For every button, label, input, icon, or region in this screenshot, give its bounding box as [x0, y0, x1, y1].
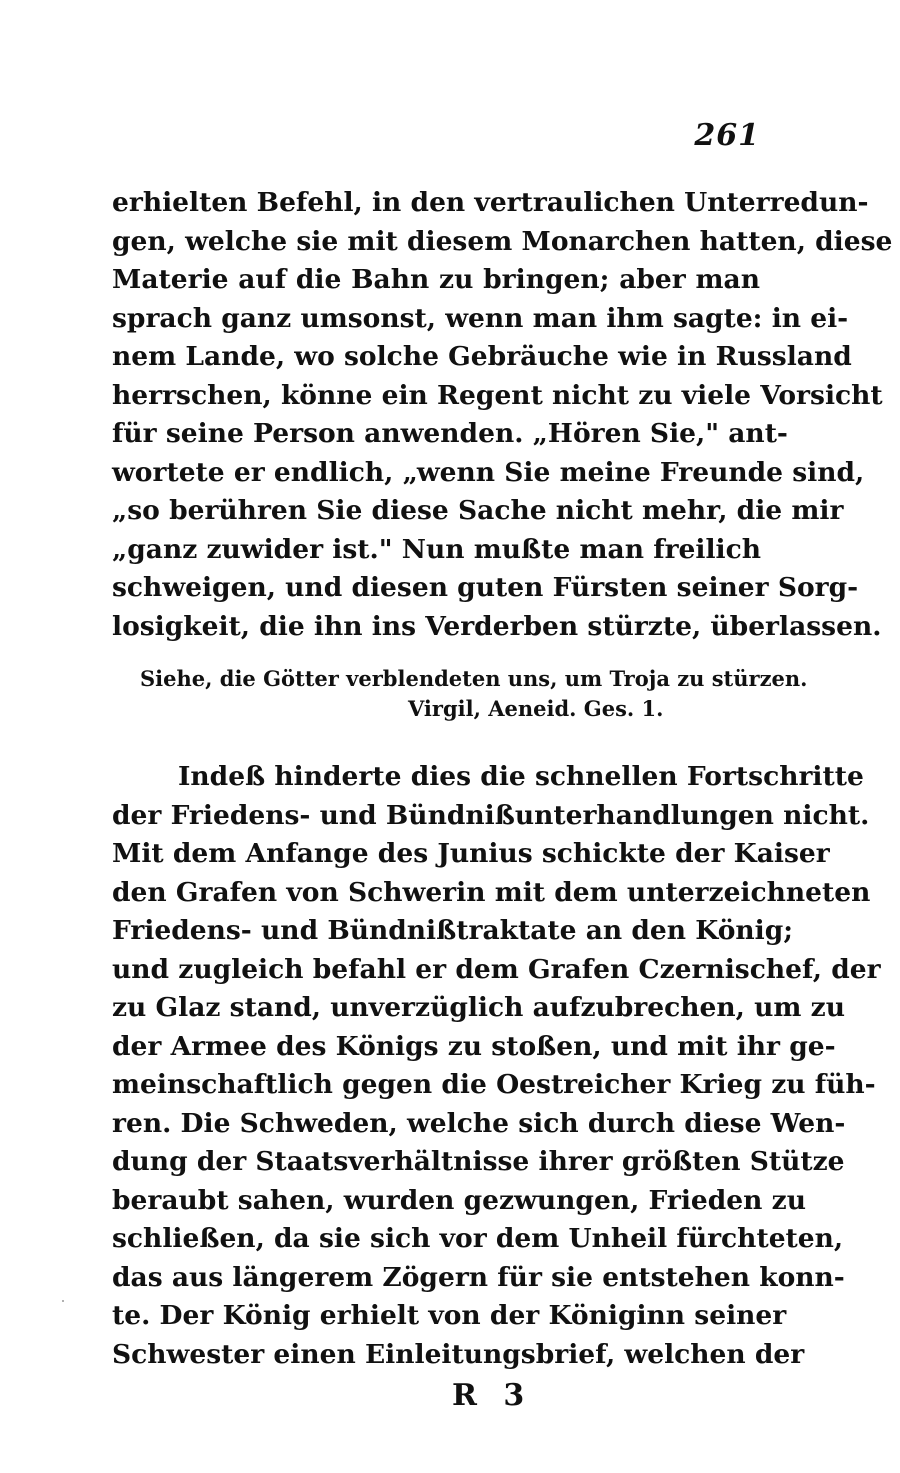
- margin-speck: [62, 1300, 64, 1302]
- text-line: sprach ganz umsonst, wenn man ihm sagte: in ei-: [112, 302, 849, 334]
- text-line: Mit dem Anfange des Junius schickte der Kaiser: [112, 838, 830, 869]
- paragraph-2: [112, 758, 881, 1374]
- quote-text: Siehe, die Götter verblendeten uns, um Troja zu stürzen.: [140, 666, 808, 691]
- text-line: herrschen, könne ein Regent nicht zu viele Vorsicht: [112, 379, 883, 411]
- page-number: 261: [694, 118, 760, 153]
- text-line: ren. Die Schweden, welche sich durch diese Wen-: [112, 1107, 846, 1139]
- text-line: den Grafen von Schwerin mit dem unterzeichneten: [112, 876, 871, 908]
- text-line: „ganz zuwider ist." Nun mußte man freilich: [112, 533, 762, 565]
- text-line: der Friedens- und Bündnißunterhandlungen nicht.: [112, 799, 870, 831]
- text-line: schweigen, und diesen guten Fürsten seiner Sorg-: [112, 572, 859, 603]
- text-line: losigkeit, die ihn ins Verderben stürzte, überlassen.: [112, 610, 882, 642]
- text-line: Schwester einen Einleitungsbrief, welchen der: [112, 1338, 805, 1370]
- text-line: erhielten Befehl, in den vertraulichen Unterredun-: [112, 187, 869, 218]
- paragraph-1: [112, 184, 893, 646]
- text-line: für seine Person anwenden. „Hören Sie," ant-: [112, 418, 788, 449]
- text-line: beraubt sahen, wurden gezwungen, Frieden zu: [112, 1184, 806, 1216]
- text-line: meinschaftlich gegen die Oestreicher Krieg zu füh-: [112, 1069, 876, 1100]
- text-line: Friedens- und Bündnißtraktate an den König;: [112, 915, 794, 946]
- quote-source: Virgil, Aeneid. Ges. 1.: [408, 696, 664, 721]
- latin-quote-translation: [140, 664, 808, 724]
- text-line: zu Glaz stand, unverzüglich aufzubrechen, um zu: [112, 992, 845, 1023]
- text-line: wortete er endlich, „wenn Sie meine Freunde sind,: [112, 456, 865, 488]
- text-line: „so berühren Sie diese Sache nicht mehr, die mir: [112, 495, 844, 526]
- signature-mark: R 3: [452, 1378, 533, 1413]
- text-line: der Armee des Königs zu stoßen, und mit ihr ge-: [112, 1030, 836, 1062]
- text-line: te. Der König erhielt von der Königinn seiner: [112, 1300, 787, 1331]
- text-line: dung der Staatsverhältnisse ihrer größten Stütze: [112, 1146, 845, 1177]
- text-line: und zugleich befahl er dem Grafen Czernischef, der: [112, 953, 881, 985]
- text-line: schließen, da sie sich vor dem Unheil fürchteten,: [112, 1223, 844, 1254]
- text-line: nem Lande, wo solche Gebräuche wie in Russland: [112, 341, 852, 372]
- text-line: gen, welche sie mit diesem Monarchen hatten, diese: [112, 225, 893, 257]
- text-line: Materie auf die Bahn zu bringen; aber man: [112, 264, 760, 295]
- text-line: Indeß hinderte dies die schnellen Fortschritte: [178, 761, 864, 792]
- text-line: das aus längerem Zögern für sie entstehen konn-: [112, 1261, 845, 1293]
